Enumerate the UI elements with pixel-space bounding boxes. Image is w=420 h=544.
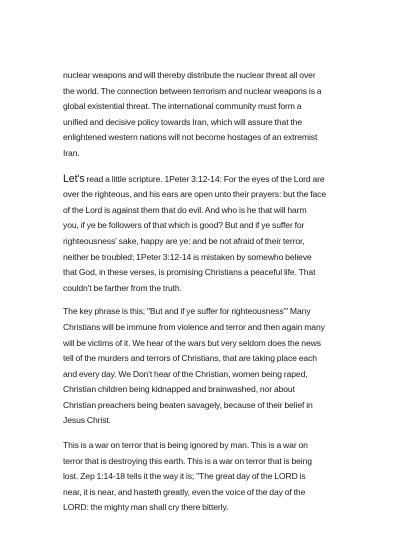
paragraph-nuclear-threat — [63, 68, 358, 162]
text-line: of the Lord is against them that do evil. And who is he that will harm — [63, 204, 307, 215]
text-line: tell of the murders and terrors of Christians, that are taking place each — [63, 353, 317, 364]
text-line: and every day. We Don't hear of the Christian, women being raped, — [63, 368, 308, 379]
text-line: couldn't be farther from the truth. — [63, 282, 182, 293]
text-line: righteousness' sake, happy are ye: and be not afraid of their terror, — [63, 235, 305, 246]
text-line: will be victims of it. We hear of the wars but very seldom does the news — [63, 337, 321, 348]
text-line: nuclear weapons and will thereby distribute the nuclear threat all over — [63, 70, 316, 80]
text-line: you, if ye be followers of that which is good? But and if ye suffer for — [63, 220, 305, 231]
text-line: Iran. — [63, 147, 80, 158]
text-line: Christian preachers being beaten savagely, because of their belief in — [63, 399, 313, 410]
text-line: near, it is near, and hasteth greatly, even the voice of the day of the — [63, 486, 306, 497]
paragraph-scripture — [63, 172, 358, 297]
text-line: lost. Zep 1:14-18 tells it the way it is; "The great day of the LORD is — [63, 471, 306, 482]
text-line-rest: read a little scripture. 1Peter 3:12-14: For the eyes of the Lord are — [84, 173, 325, 184]
text-line: over the righteous, and his ears are open unto their prayers: but the face — [63, 189, 327, 200]
text-line: neither be troubled; 1Peter 3:12-14 is mistaken by somewho believe — [63, 251, 312, 262]
text-line: global existential threat. The international community must form a — [63, 101, 302, 112]
text-line: enlightened western nations will not become hostages of an extremist — [63, 132, 318, 143]
text-line: terror that is destroying this earth. This is a war on terror that is being — [63, 455, 312, 466]
paragraph-key-phrase — [63, 304, 358, 429]
text-line: LORD: the mighty man shall cry there bitterly. — [63, 502, 229, 513]
text-line: Jesus Christ. — [63, 415, 111, 426]
text-line: the world. The connection between terrorism and nuclear weapons is a — [63, 85, 322, 96]
text-line: The key phrase is this; "But and if ye suffer for righteousness'" Many — [63, 306, 311, 317]
text-line: This is a war on terror that is being ignored by man. This is a war on — [63, 440, 308, 451]
paragraph-war-on-terror — [63, 438, 358, 516]
lets-word: Let's — [63, 172, 85, 185]
text-line: Christian children being kidnapped and brainwashed, nor about — [63, 384, 295, 395]
text-line — [63, 172, 358, 188]
text-line: Christians will be immune from violence and terror and then again many — [63, 321, 325, 332]
text-line: that God, in these verses, is promising Christians a peaceful life. That — [63, 267, 316, 278]
text-line: unified and decisive policy towards Iran, which will assure that the — [63, 116, 303, 127]
